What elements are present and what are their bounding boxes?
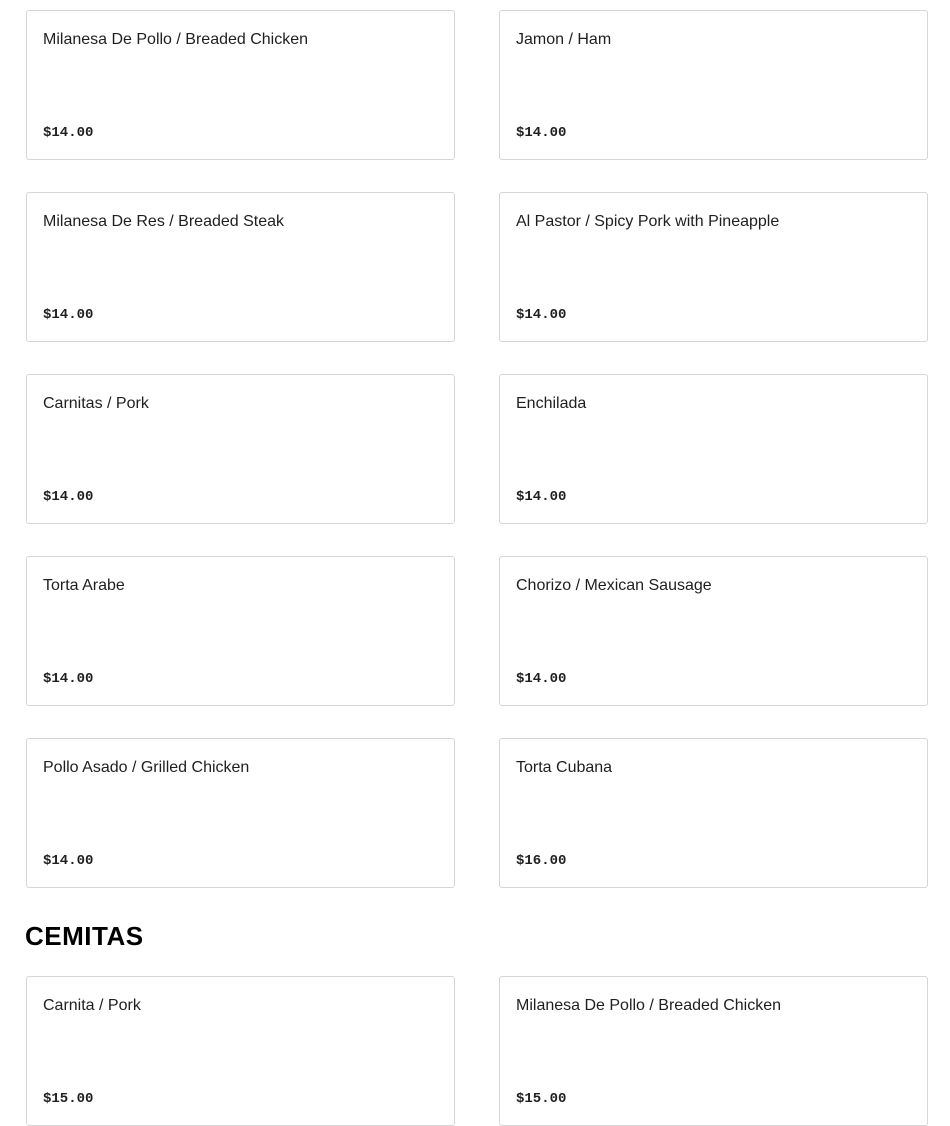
menu-item-price: $15.00 [516,1091,567,1107]
menu-item-name: Al Pastor / Spicy Pork with Pineapple [516,213,780,230]
menu-item-card[interactable] [499,10,928,160]
menu-item-card[interactable] [26,192,455,342]
menu-item-name: Carnitas / Pork [43,395,149,412]
menu-item-name: Jamon / Ham [516,31,612,48]
menu-item-price: $14.00 [43,125,94,141]
menu-item-price: $14.00 [43,671,94,687]
menu-items-grid [26,10,928,888]
menu-item-name: Enchilada [516,395,587,412]
menu-item-name: Torta Cubana [516,759,613,776]
menu-item-card[interactable] [26,976,455,1126]
menu-item-name: Milanesa De Res / Breaded Steak [43,213,285,230]
cemitas-items-grid [26,976,928,1126]
menu-item-card[interactable] [499,192,928,342]
menu-item-card[interactable] [499,374,928,524]
menu-item-card[interactable] [499,976,928,1126]
menu-item-card[interactable] [26,556,455,706]
menu-item-price: $16.00 [516,853,567,869]
menu-item-price: $14.00 [43,307,94,323]
menu-item-name: Milanesa De Pollo / Breaded Chicken [43,31,309,48]
menu-item-name: Chorizo / Mexican Sausage [516,577,712,594]
menu-item-name: Pollo Asado / Grilled Chicken [43,759,250,776]
menu-item-card[interactable] [26,10,455,160]
menu-item-card[interactable] [499,738,928,888]
section-title-cemitas: CEMITAS [25,921,144,951]
menu-item-card[interactable] [26,374,455,524]
menu-item-price: $15.00 [43,1091,94,1107]
menu-item-name: Carnita / Pork [43,997,141,1014]
menu-item-price: $14.00 [516,489,567,505]
menu-item-price: $14.00 [43,853,94,869]
menu-item-name: Torta Arabe [43,577,125,594]
menu-item-price: $14.00 [516,671,567,687]
menu-item-card[interactable] [499,556,928,706]
menu-item-price: $14.00 [43,489,94,505]
menu-item-price: $14.00 [516,125,567,141]
menu-item-card[interactable] [26,738,455,888]
menu-item-name: Milanesa De Pollo / Breaded Chicken [516,997,782,1014]
menu-item-price: $14.00 [516,307,567,323]
